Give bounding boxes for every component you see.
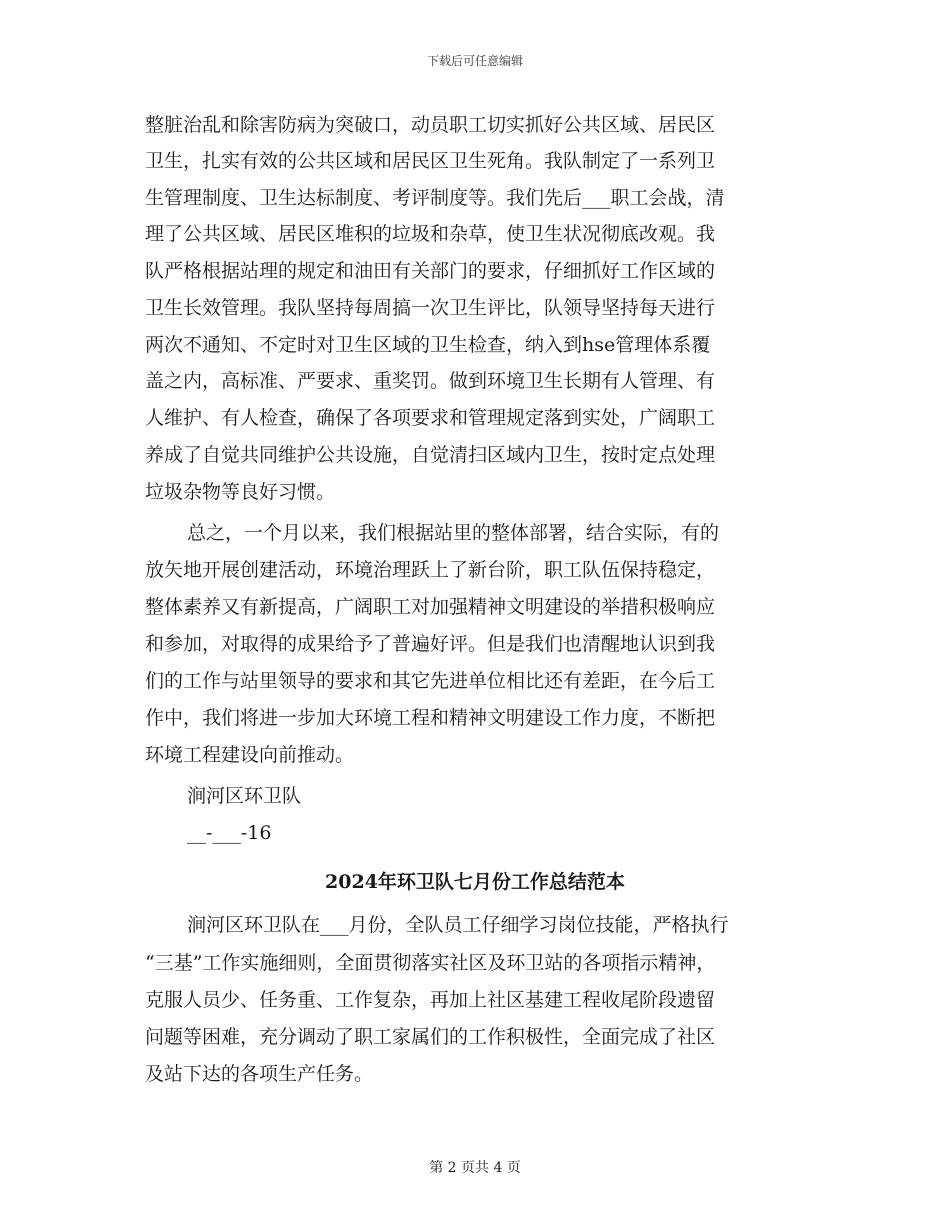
signature-date: __-___-16	[187, 822, 272, 844]
page-header: 下载后可任意编辑	[426, 54, 523, 68]
paragraph-line: 克服人员少、任务重、工作复杂，再加上社区基建工程收尾阶段遗留	[145, 989, 716, 1011]
paragraph-line: 垃圾杂物等良好习惯。	[145, 481, 336, 503]
paragraph-line: 生管理制度、卫生达标制度、考评制度等。我们先后___职工会战，清	[145, 187, 725, 209]
page-footer: 第 2 页共 4 页	[429, 1160, 521, 1176]
paragraph-line: 及站下达的各项生产任务。	[145, 1063, 374, 1085]
paragraph-line: 和参加，对取得的成果给予了普遍好评。但是我们也清醒地认识到我	[145, 633, 716, 655]
document-title: 2024年环卫队七月份工作总结范本	[325, 871, 625, 893]
paragraph-line: “三基”工作实施细则，全面贯彻落实社区及环卫站的各项指示精神，	[145, 952, 716, 974]
paragraph-line: 理了公共区域、居民区堆积的垃圾和杂草，使卫生状况彻底改观。我	[145, 223, 716, 245]
paragraph-line: 队严格根据站理的规定和油田有关部门的要求，仔细抓好工作区域的	[145, 260, 716, 282]
paragraph-line: 们的工作与站里领导的要求和其它先进单位相比还有差距，在今后工	[145, 670, 716, 692]
paragraph-line: 涧河区环卫队在___月份，全队员工仔细学习岗位技能，严格执行	[187, 914, 729, 936]
paragraph-line: 环境工程建设向前推动。	[145, 744, 355, 766]
paragraph-line: 养成了自觉共同维护公共设施，自觉清扫区域内卫生，按时定点处理	[145, 444, 716, 466]
paragraph-line: 卫生，扎实有效的公共区域和居民区卫生死角。我队制定了一系列卫	[145, 150, 716, 172]
paragraph-line: 作中，我们将进一步加大环境工程和精神文明建设工作力度，不断把	[145, 707, 716, 729]
paragraph-line: 两次不通知、不定时对卫生区域的卫生检查，纳入到hse管理体系覆	[145, 334, 711, 356]
paragraph-line: 盖之内，高标准、严要求、重奖罚。做到环境卫生长期有人管理、有	[145, 370, 716, 392]
paragraph-line: 整体素养又有新提高，广阔职工对加强精神文明建设的举措积极响应	[145, 596, 716, 618]
paragraph-line: 卫生长效管理。我队坚持每周搞一次卫生评比，队领导坚持每天进行	[145, 297, 716, 319]
paragraph-line: 人维护、有人检查，确保了各项要求和管理规定落到实处，广阔职工	[145, 407, 716, 429]
paragraph-line: 总之，一个月以来，我们根据站里的整体部署，结合实际，有的	[187, 522, 720, 544]
paragraph-line: 问题等困难，充分调动了职工家属们的工作积极性，全面完成了社区	[145, 1026, 716, 1048]
paragraph-line: 整脏治乱和除害防病为突破口，动员职工切实抓好公共区域、居民区	[145, 114, 716, 136]
signature-org: 涧河区环卫队	[187, 785, 302, 807]
paragraph-line: 放矢地开展创建活动，环境治理跃上了新台阶，职工队伍保持稳定，	[145, 559, 716, 581]
